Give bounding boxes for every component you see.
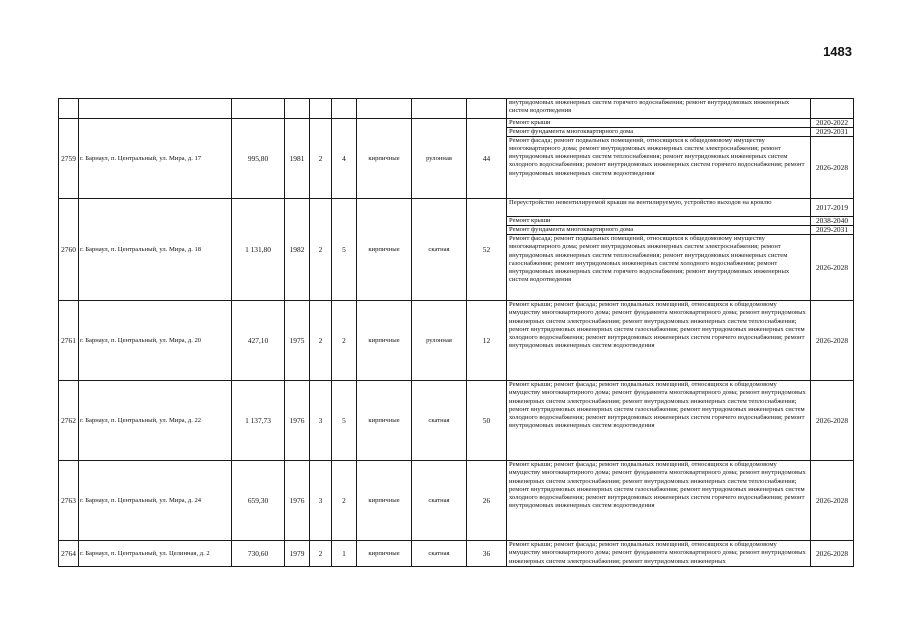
empty-cell xyxy=(310,99,332,119)
work-description: Ремонт фундамента многоквартирного дома xyxy=(507,128,811,137)
area-cell: 659,30 xyxy=(232,461,285,541)
area-cell: 995,80 xyxy=(232,119,285,199)
work-description: Ремонт крыши; ремонт фасада; ремонт подвальных помещений, относящихся к общедомовому имуществу многоквартирного дома; ремонт фундамента многоквартирного дома; ремонт внутридомовых инженерных систем электроснабжения; ремонт внутридомовых инженерных систем теплоснабжения; ремонт внутридомовых инженерных систем газоснабжения; ремонт внутридомовых инженерных систем холодного водоснабжения; ремонт внутридомовых инженерных систем горячего водоснабжения; ремонт внутридомовых инженерных систем водоотведения xyxy=(507,381,811,461)
entrances-cell: 5 xyxy=(332,381,357,461)
work-description: Ремонт крыши; ремонт фасада; ремонт подвальных помещений, относящихся к общедомовому имуществу многоквартирного дома; ремонт фундамента многоквартирного дома; ремонт внутридомовых инженерных систем электроснабжения; ремонт внутридомовых инженерных xyxy=(507,541,811,567)
year-cell: 1976 xyxy=(285,381,310,461)
record-id: 2760 xyxy=(59,199,79,301)
period-cell: 2020-2022 xyxy=(811,119,854,128)
floors-cell: 2 xyxy=(310,199,332,301)
entrances-cell: 2 xyxy=(332,301,357,381)
table-row xyxy=(59,301,854,381)
work-description: Ремонт крыши; ремонт фасада; ремонт подвальных помещений, относящихся к общедомовому имуществу многоквартирного дома; ремонт фундамента многоквартирного дома; ремонт внутридомовых инженерных систем электроснабжения; ремонт внутридомовых инженерных систем теплоснабжения; ремонт внутридомовых инженерных систем газоснабжения; ремонт внутридомовых инженерных систем холодного водоснабжения; ремонт внутридомовых инженерных систем горячего водоснабжения; ремонт внутридомовых инженерных систем водоотведения xyxy=(507,461,811,541)
year-cell: 1981 xyxy=(285,119,310,199)
carryover-row xyxy=(59,99,854,119)
walls-cell: кирпичные xyxy=(357,119,412,199)
address-cell: г. Барнаул, п. Центральный, ул. Мира, д. 17 xyxy=(79,119,232,199)
period-cell: 2026-2028 xyxy=(811,381,854,461)
period-cell: 2029-2031 xyxy=(811,226,854,235)
entrances-cell: 4 xyxy=(332,119,357,199)
housing-register-table xyxy=(58,98,854,567)
walls-cell: кирпичные xyxy=(357,381,412,461)
record-id: 2763 xyxy=(59,461,79,541)
walls-cell: кирпичные xyxy=(357,541,412,567)
work-description: Ремонт крыши xyxy=(507,119,811,128)
entrances-cell: 2 xyxy=(332,461,357,541)
roof-cell: скатная xyxy=(412,199,467,301)
roof-cell: рулонная xyxy=(412,301,467,381)
record-id: 2759 xyxy=(59,119,79,199)
walls-cell: кирпичные xyxy=(357,199,412,301)
table-row xyxy=(59,461,854,541)
floors-cell: 3 xyxy=(310,381,332,461)
capital-repair-table xyxy=(58,98,854,567)
apartments-cell: 12 xyxy=(467,301,507,381)
work-description: Ремонт фасада; ремонт подвальных помещений, относящихся к общедомовому имуществу многоквартирного дома; ремонт внутридомовых инженерных систем электроснабжения; ремонт внутридомовых инженерных систем теплоснабжения; ремонт внутридомовых инженерных систем газоснабжения; ремонт внутридомовых инженерных систем холодного водоснабжения; ремонт внутридомовых инженерных систем горячего водоснабжения; ремонт внутридомовых инженерных систем водоотведения xyxy=(507,235,811,301)
work-description: внутридомовых инженерных систем горячего водоснабжения; ремонт внутридомовых инженерных систем водоотведения xyxy=(507,99,811,119)
table-row xyxy=(59,541,854,567)
work-description: Ремонт фасада; ремонт подвальных помещений, относящихся к общедомовому имуществу многоквартирного дома; ремонт внутридомовых инженерных систем электроснабжения; ремонт внутридомовых инженерных систем теплоснабжения; ремонт внутридомовых инженерных систем холодного водоснабжения; ремонт внутридомовых инженерных систем горячего водоснабжения; ремонт внутридомовых инженерных систем водоотведения xyxy=(507,137,811,199)
address-cell: г. Барнаул, п. Центральный, ул. Целинная, д. 2 xyxy=(79,541,232,567)
empty-cell xyxy=(467,99,507,119)
area-cell: 730,60 xyxy=(232,541,285,567)
roof-cell: скатная xyxy=(412,381,467,461)
period-cell: 2038-2040 xyxy=(811,217,854,226)
address-cell: г. Барнаул, п. Центральный, ул. Мира, д. 18 xyxy=(79,199,232,301)
apartments-cell: 44 xyxy=(467,119,507,199)
floors-cell: 2 xyxy=(310,301,332,381)
apartments-cell: 50 xyxy=(467,381,507,461)
work-description: Ремонт крыши; ремонт фасада; ремонт подвальных помещений, относящихся к общедомовому имуществу многоквартирного дома; ремонт фундамента многоквартирного дома; ремонт внутридомовых инженерных систем электроснабжения; ремонт внутридомовых инженерных систем теплоснабжения; ремонт внутридомовых инженерных систем газоснабжения; ремонт внутридомовых инженерных систем холодного водоснабжения; ремонт внутридомовых инженерных систем горячего водоснабжения; ремонт внутридомовых инженерных систем водоотведения xyxy=(507,301,811,381)
empty-cell xyxy=(412,99,467,119)
period-cell: 2026-2028 xyxy=(811,235,854,301)
page-number: 1483 xyxy=(823,44,852,59)
period-cell: 2026-2028 xyxy=(811,137,854,199)
floors-cell: 2 xyxy=(310,119,332,199)
record-id: 2761 xyxy=(59,301,79,381)
apartments-cell: 52 xyxy=(467,199,507,301)
empty-cell xyxy=(232,99,285,119)
record-id: 2764 xyxy=(59,541,79,567)
area-cell: 1 131,80 xyxy=(232,199,285,301)
walls-cell: кирпичные xyxy=(357,301,412,381)
roof-cell: скатная xyxy=(412,541,467,567)
roof-cell: рулонная xyxy=(412,119,467,199)
floors-cell: 2 xyxy=(310,541,332,567)
table-row xyxy=(59,199,854,217)
empty-cell xyxy=(285,99,310,119)
area-cell: 427,10 xyxy=(232,301,285,381)
period-cell: 2026-2028 xyxy=(811,301,854,381)
period-cell: 2017-2019 xyxy=(811,199,854,217)
address-cell: г. Барнаул, п. Центральный, ул. Мира, д. 22 xyxy=(79,381,232,461)
entrances-cell: 5 xyxy=(332,199,357,301)
table-row xyxy=(59,119,854,128)
entrances-cell: 1 xyxy=(332,541,357,567)
year-cell: 1976 xyxy=(285,461,310,541)
roof-cell: скатная xyxy=(412,461,467,541)
period-cell: 2026-2028 xyxy=(811,541,854,567)
table-row xyxy=(59,381,854,461)
empty-cell xyxy=(357,99,412,119)
year-cell: 1979 xyxy=(285,541,310,567)
empty-cell xyxy=(59,99,79,119)
year-cell: 1975 xyxy=(285,301,310,381)
address-cell: г. Барнаул, п. Центральный, ул. Мира, д. 24 xyxy=(79,461,232,541)
record-id: 2762 xyxy=(59,381,79,461)
work-description: Ремонт фундамента многоквартирного дома xyxy=(507,226,811,235)
period-cell xyxy=(811,99,854,119)
floors-cell: 3 xyxy=(310,461,332,541)
work-description: Переустройство невентилируемой крыши на вентилируемую, устройство выходов на кровлю xyxy=(507,199,811,217)
walls-cell: кирпичные xyxy=(357,461,412,541)
area-cell: 1 137,73 xyxy=(232,381,285,461)
period-cell: 2029-2031 xyxy=(811,128,854,137)
period-cell: 2026-2028 xyxy=(811,461,854,541)
empty-cell xyxy=(332,99,357,119)
work-description: Ремонт крыши xyxy=(507,217,811,226)
empty-cell xyxy=(79,99,232,119)
address-cell: г. Барнаул, п. Центральный, ул. Мира, д. 20 xyxy=(79,301,232,381)
apartments-cell: 26 xyxy=(467,461,507,541)
year-cell: 1982 xyxy=(285,199,310,301)
apartments-cell: 36 xyxy=(467,541,507,567)
